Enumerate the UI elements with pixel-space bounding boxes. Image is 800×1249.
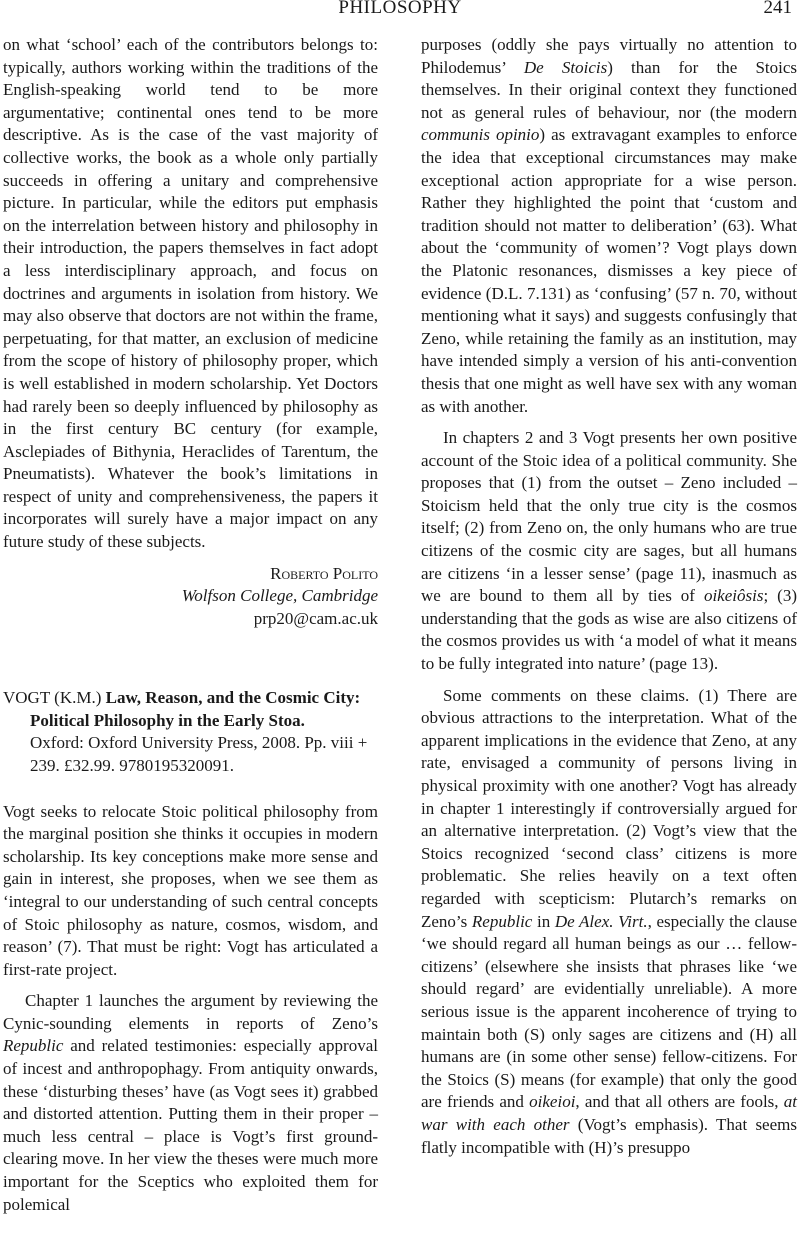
reviewer-email: prp20@cam.ac.uk xyxy=(253,608,378,628)
page-number: 241 xyxy=(763,0,792,18)
reviewed-book-publication: Oxford: Oxford University Press, 2008. Pp. viii + 239. £32.99. 9780195320091. xyxy=(30,733,368,775)
reviewed-book-title: Law, Reason, and the Cosmic City: Political Philosophy in the Early Stoa. xyxy=(30,688,361,730)
continued-paragraph: on what ‘school’ each of the contributors belongs to: typically, authors working within the traditions of the English-speaking world tend to be more argumentative; continental ones tend to be more descriptive. As is the case of the vast majority of collective works, the book as a whole only partially succeeds in offering a unitary and comprehensive picture. In particular, while the editors put emphasis on the interrelation between history and philosophy in their introduction, the papers themselves in fact adopt a less interdisciplinary approach, and focus on doctrines and arguments in isolation from history. We may also observe that doctors are not within the frame, perpetuating, for that matter, an exclusion of medicine from the scope of history of philosophy proper, which is well established in modern scholarship. Yet Doctors had rarely been so deeply influenced by philosophy as in the first century BC century (for example, Asclepiades of Bithynia, Heraclides of Tarentum, the Pneumatists). Whatever the book’s limitations in respect of unity and comprehensiveness, the papers it incorporates will surely have a major impact on any future study of these subjects. xyxy=(3,35,378,552)
right-column xyxy=(421,34,797,1159)
review-paragraph: Vogt seeks to relocate Stoic political philosophy from the marginal position she thinks it occupies in modern scholarship. Its key conceptions make more sense and gain in interest, she proposes, when we see them as ‘integral to our understanding of such central concepts of Stoic philosophy as nature, cosmos, wisdom, and reason’ (7). That must be right: Vogt has articulated a first-rate project. xyxy=(3,801,378,979)
reviewer-affiliation: Wolfson College, Cambridge xyxy=(181,586,378,606)
review-paragraph: Some comments on these claims. (1) There are obvious attractions to the interpretation. What of the apparent implications in the evidence that Zeno, at any rate, envisaged a community of persons living in physical proximity with one another? Vogt has already in chapter 1 interestingly if controversially argued for an alternative interpretation. (2) Vogt’s view that the Stoics recognized ‘second class’ citizens is more problematic. She relies heavily on a text often regarded with scepticism: Plutarch’s remarks on Zeno’s Republic in De Alex. Virt., especially the clause ‘we should regard all human beings as our … fellow-citizens’ (elsewhere she insists that phrases like ‘we should regard’ are evidentially unreliable). A more serious issue is the apparent incoherence of trying to maintain both (S) only sages are citizens and (H) all humans are (in some other sense) fellow-citizens. For the Stoics (S) means (for example) that only the good are friends and oikeioi, and that all others are fools, at war with each other (Vogt’s emphasis). That seems flatly incompatible with (H)’s presuppo xyxy=(421,685,797,1157)
running-head xyxy=(0,0,800,23)
continued-paragraph: purposes (oddly she pays virtually no attention to Philodemus’ De Stoicis) than for the Stoics themselves. In their original context they functioned not as general rules of behaviour, nor (the modern communis opinio) as extravagant examples to enforce the idea that exceptional circumstances may make exceptional action appropriate for a wise person. Rather they highlighted the point that ‘custom and tradition should not matter to deliberation’ (63). What about the ‘community of women’? Vogt plays down the Platonic resonances, dismisses a key piece of evidence (D.L. 7.131) as ‘confusing’ (57 n. 70, without mentioning what it says) and suggests confusingly that Zeno, while retaining the family as an institution, may have intended simply a version of his anti-convention thesis that one might as well have sex with any woman as with another. xyxy=(421,35,798,416)
left-column xyxy=(3,34,378,1216)
reviewer-signature xyxy=(3,563,378,631)
reviewer-name: Roberto Polito xyxy=(270,563,378,583)
running-head-title: PHILOSOPHY xyxy=(338,0,462,18)
review-paragraph: Chapter 1 launches the argument by reviewing the Cynic-sounding elements in reports of Zeno’s Republic and related testimonies: especially approval of incest and anthropophagy. From antiquity onwards, these ‘disturbing theses’ have (as Vogt sees it) grabbed and distorted attention. Putting them in their proper – much less central – place is Vogt’s first ground-clearing move. In her view the theses were much more important for the Sceptics who exploited them for polemical xyxy=(3,991,378,1214)
reviewed-book-author: VOGT (K.M.) xyxy=(3,688,102,708)
review-heading xyxy=(3,687,378,777)
review-paragraph: In chapters 2 and 3 Vogt presents her own positive account of the Stoic idea of a political community. She proposes that (1) from the outset – Zeno included – Stoicism held that the only true city is the cosmos itself; (2) from Zeno on, the only humans who are true citizens of the cosmic city are sages, but all humans are citizens ‘in a lesser sense’ (page 11), inasmuch as we are bound to them all by ties of oikeiôsis; (3) understanding that the gods as wise are also citizens of the cosmos provides us with ‘a model of what it means to be fully integrated into nature’ (page 13). xyxy=(421,428,797,674)
